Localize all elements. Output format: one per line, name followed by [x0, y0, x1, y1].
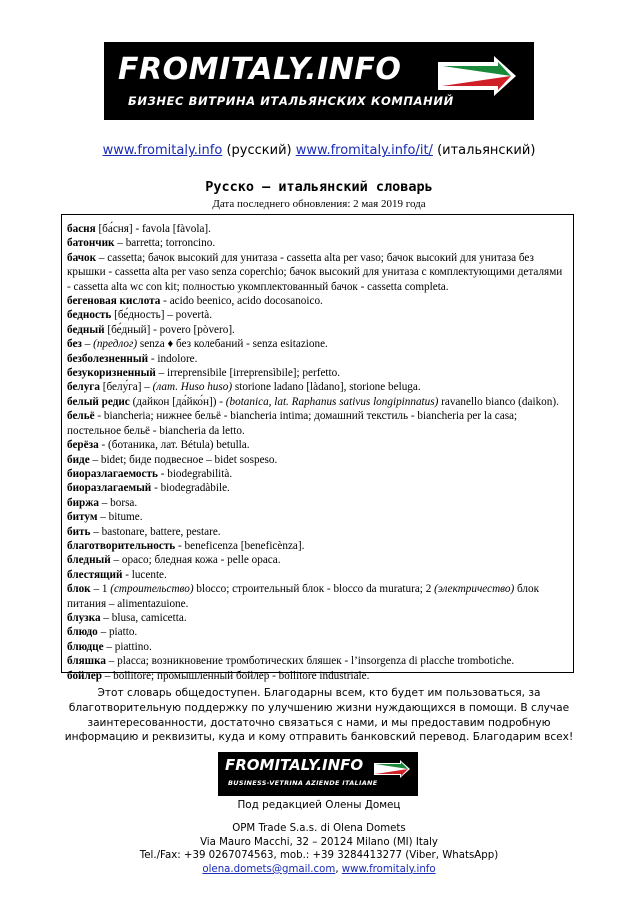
entry-text: блок питания – alimentazuione. [67, 583, 540, 610]
contact-separator: , [335, 863, 342, 875]
entry-term: биржа [67, 496, 99, 509]
dictionary-entry [67, 438, 568, 452]
entry-term: басня [67, 223, 96, 235]
entry-text: – bollitore; промышленный бойлер - bollitore industriale. [101, 669, 370, 682]
entry-term: блузка [67, 611, 101, 624]
dictionary-entry [67, 236, 568, 250]
dictionary-entry [67, 380, 568, 394]
entry-text: - indolore. [148, 352, 198, 365]
entry-text: – blusa, camicetta. [100, 611, 187, 624]
entry-term: берёза [67, 439, 99, 452]
dictionary-entry [67, 582, 568, 611]
dictionary-entry [67, 640, 568, 654]
entry-text: – bastonare, battere, pestare. [90, 525, 221, 538]
dictionary-entry [67, 510, 568, 524]
company-phones: Tel./Fax: +39 0267074563, mob.: +39 3284413277 (Viber, WhatsApp) [139, 850, 499, 862]
dictionary-entry [67, 323, 568, 337]
entry-term: бойлер [67, 669, 102, 682]
entry-text: (электричество) [434, 583, 515, 596]
dictionary-entry [67, 453, 568, 467]
dictionary-entry [67, 352, 568, 366]
entry-term: бедность [67, 309, 112, 322]
entry-text: [белу́га] – [99, 381, 153, 394]
entry-text: storione ladano [làdano], storione beluga. [232, 381, 421, 394]
dictionary-entry [67, 625, 568, 639]
entry-term: безболезненный [67, 352, 149, 365]
entry-text: – 1 [90, 583, 111, 596]
entry-term: безукоризненный [67, 367, 156, 380]
company-address: Via Mauro Macchi, 32 – 20124 Milano (MI) Italy [200, 836, 438, 848]
entry-term: бить [67, 525, 91, 538]
link-italian-site[interactable]: www.fromitaly.info/it/ [295, 143, 433, 158]
entry-text: – bidet; биде подвесное – bidet sospeso. [89, 453, 278, 466]
page-title: Русско – итальянский словарь [205, 179, 433, 195]
entry-text: – piatto. [97, 626, 138, 639]
entry-term: биоразлагаемый [67, 482, 152, 495]
entry-text: ravanello bianco (daikon). [438, 395, 559, 408]
entry-text: – irreprensibile [irreprensìbile]; perfetto. [155, 367, 341, 380]
footer-logo-banner [218, 752, 418, 796]
entry-term: блестящий [67, 568, 123, 581]
link-note-italian: (итальянский) [437, 143, 536, 158]
logo-tagline: БИЗНЕС ВИТРИНА ИТАЛЬЯНСКИХ КОМПАНИЙ [128, 94, 454, 108]
dictionary-entry [67, 366, 568, 380]
logo-text: FROMITALY.INFO [118, 52, 402, 87]
entry-text: – [81, 338, 94, 351]
company-name: OPM Trade S.a.s. di Olena Domets [232, 823, 406, 834]
header-logo-banner [104, 42, 534, 120]
entry-text: - biodegradàbile. [151, 482, 230, 495]
entry-text: – piattino. [103, 640, 152, 653]
entry-term: бельё [67, 410, 95, 423]
entry-text: [бе́дность] – povertà. [111, 309, 212, 322]
entry-term: белуга [67, 381, 100, 394]
dictionary-entry [67, 611, 568, 625]
email-link[interactable]: olena.domets@gmail.com [202, 863, 336, 875]
dictionary-entry [67, 496, 568, 510]
entry-text: (лат. Huso huso) [152, 381, 233, 394]
dictionary-entry [67, 308, 568, 322]
dictionary-entry [67, 294, 568, 308]
italian-flag-arrow-icon [438, 56, 516, 96]
editor-credit: Под редакцией Олены Домец [237, 799, 401, 811]
dictionary-entry [67, 481, 568, 495]
entry-term: без [67, 338, 82, 351]
language-links [0, 143, 638, 158]
dictionary-entry [67, 409, 568, 438]
footer-logo-tagline: BUSINESS-VETRINA AZIENDE ITALIANE [228, 779, 378, 787]
link-note-russian: (русский) [226, 143, 292, 158]
dictionary-entry [67, 395, 568, 409]
entry-term: бегеновая кислота [67, 295, 161, 308]
entry-text: senza ♦ без колебаний - senza esitazione. [137, 338, 328, 351]
last-updated: Дата последнего обновления: 2 мая 2019 года [212, 198, 426, 210]
entry-text: [бе́дный] - povero [pòvero]. [104, 323, 235, 336]
dictionary-entry [67, 251, 568, 294]
entry-text: – barretta; torroncino. [114, 237, 216, 250]
entry-text: - biancheria; нижнее бельё - biancheria intima; домашний текстиль - biancheria per la casa; постельное бельё - biancheria da letto. [67, 410, 518, 437]
dictionary-entry [67, 337, 568, 351]
entry-text: (предлог) [93, 338, 138, 351]
dictionary-entry [67, 568, 568, 582]
contact-block [0, 822, 638, 876]
entry-text: – opaco; бледная кожа - pelle opaca. [110, 554, 281, 567]
dictionary-entry [67, 654, 568, 668]
entry-term: битум [67, 511, 98, 524]
entry-term: бляшка [67, 655, 106, 668]
dictionary-entry [67, 553, 568, 567]
dictionary-box [61, 214, 574, 682]
footer-logo-text: FROMITALY.INFO [225, 756, 364, 774]
entry-text: (дайкон [да́йко́н]) - [129, 395, 226, 408]
entry-text: – cassetta; бачок высокий для унитаза - cassetta alta per vaso; бачок высокий для унитаза без крышки - cassetta alta per vaso senza coperchio; бачок высокий для унитаза с комплектующими деталями - cassetta alta wc con kit; полностью укомплектованный бачок - cassetta completa. [67, 251, 563, 293]
dictionary-entry [67, 525, 568, 539]
entry-text: - (ботаника, лат. Bétula) betulla. [98, 439, 250, 452]
donation-notice: Этот словарь общедоступен. Благодарны всем, кто будет им пользоваться, за благотворительную поддержку по улучшению жизни нуждающихся в помощи. В случае заинтересованности, достаточно связаться с нами, и мы предоставим подробную информацию и реквизиты, куда и кому отправить банковский перевод. Благодарим всех! [64, 687, 574, 744]
entry-term: блюдце [67, 640, 104, 653]
link-russian-site[interactable]: www.fromitaly.info [102, 143, 223, 158]
entry-text: - acido beenico, acido docosanoico. [160, 295, 323, 308]
entry-term: бедный [67, 323, 105, 336]
dictionary-entry [67, 222, 568, 236]
entry-term: биоразлагаемость [67, 467, 158, 480]
entry-term: белый редис [67, 395, 130, 408]
entry-text: – borsa. [98, 496, 138, 509]
dictionary-entry [67, 467, 568, 481]
entry-term: бачок [67, 251, 97, 264]
footer-flag-arrow-icon [374, 760, 410, 778]
entry-term: благотворительность [67, 539, 176, 552]
dictionary-entry [67, 669, 568, 683]
entry-text: – placca; возникновение тромботических бляшек - l’insorgenza di placche trombotiche. [105, 655, 515, 668]
entry-text: - biodegrabilità. [157, 467, 233, 480]
dictionary-entry [67, 539, 568, 553]
entry-term: бледный [67, 554, 111, 567]
entry-text: blocco; строительный блок - blocco da muratura; 2 [193, 583, 435, 596]
entry-term: блок [67, 583, 91, 596]
entry-term: батончик [67, 237, 115, 250]
contact-links [0, 863, 638, 877]
entry-text: [ба́сня] - favola [fàvola]. [95, 223, 211, 235]
entry-text: (botanica, lat. Raphanus sativus longipinnatus) [225, 395, 439, 408]
website-link[interactable]: www.fromitaly.info [341, 863, 436, 875]
entry-term: биде [67, 453, 90, 466]
entry-text: - beneficenza [beneficènza]. [175, 539, 305, 552]
entry-term: блюдо [67, 626, 98, 639]
entry-text: - lucente. [122, 568, 167, 581]
entry-text: – bitume. [97, 511, 143, 524]
entry-text: (строительство) [110, 583, 194, 596]
